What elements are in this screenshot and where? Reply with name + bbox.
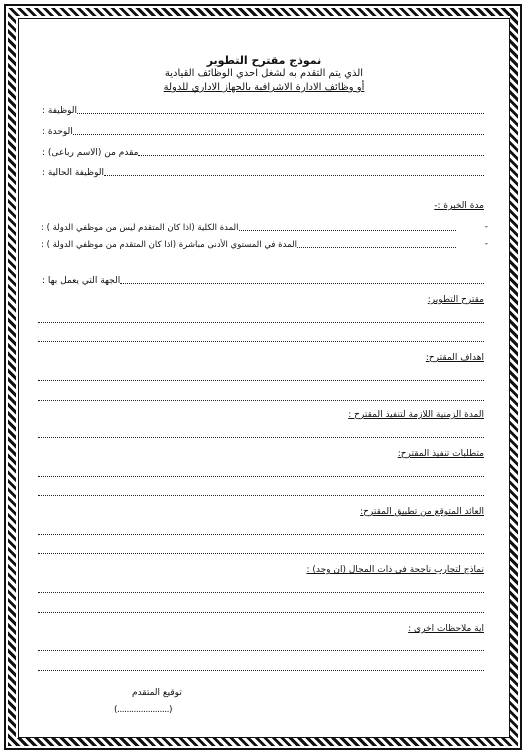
success-examples-line[interactable]	[38, 592, 484, 593]
form-subtitle-2: أو وظائف الادارة الاشرافية بالجهاز الاداري للدولة	[163, 82, 365, 93]
unit-field[interactable]	[38, 123, 484, 137]
requirements-line[interactable]	[38, 476, 484, 477]
other-notes-line[interactable]	[38, 670, 484, 671]
current-job-label: الوظيفة الحالية :	[42, 168, 104, 178]
time-needed-heading: المدة الزمنية اللازمة لتنفيذ المقترح :	[348, 410, 484, 420]
proposal-heading: مقترح التطوير:	[427, 295, 484, 305]
other-notes-heading: اية ملاحظات اخرى :	[408, 624, 484, 634]
experience-lower-dotted-line	[297, 239, 456, 248]
applicant-label: مقدم من (الاسم رباعى) :	[42, 148, 139, 158]
expected-return-heading: العائد المتوقع من تطبيق المقترح:	[360, 507, 484, 517]
requirements-line[interactable]	[38, 495, 484, 496]
bullet-dash: -	[484, 222, 488, 232]
form-subtitle: الذي يتم التقدم به لشغل احدي الوظائف القيادية	[164, 68, 364, 79]
goals-heading: اهداف المقترح:	[425, 353, 484, 363]
experience-lower-label: المدة في المستوي الأدنى مباشرة (اذا كان المتقدم من موظفي الدولة ) :	[41, 240, 297, 250]
experience-heading: مدة الخبرة :-	[434, 201, 484, 211]
current-job-field[interactable]	[38, 164, 484, 178]
proposal-line[interactable]	[38, 341, 484, 342]
job-label: الوظيفة :	[42, 106, 78, 116]
success-examples-line[interactable]	[38, 612, 484, 613]
employer-dotted-line	[120, 274, 484, 284]
experience-lower-field[interactable]	[38, 237, 456, 250]
applicant-dotted-line	[138, 146, 484, 156]
job-dotted-line	[77, 104, 484, 114]
expected-return-line[interactable]	[38, 553, 484, 554]
job-field[interactable]	[38, 102, 484, 116]
signature-field[interactable]: (......................)	[114, 705, 172, 715]
unit-label: الوحدة :	[42, 127, 73, 137]
success-examples-heading: نماذج لتجارب ناجحة في ذات المجال (ان وجد) :	[306, 565, 484, 575]
experience-total-field[interactable]	[38, 220, 456, 233]
expected-return-line[interactable]	[38, 534, 484, 535]
form-title: نموذج مقترح التطوير	[206, 54, 322, 67]
experience-total-dotted-line	[239, 222, 457, 231]
experience-total-label: المدة الكلية (اذا كان المتقدم ليس من موظفي الدولة ) :	[41, 223, 239, 233]
other-notes-line[interactable]	[38, 650, 484, 651]
employer-label: الجهة التي يعمل بها :	[42, 276, 121, 286]
signature-label: توقيع المتقدم	[132, 688, 182, 698]
goals-line[interactable]	[38, 380, 484, 381]
time-needed-line[interactable]	[38, 437, 484, 438]
goals-line[interactable]	[38, 400, 484, 401]
bullet-dash: -	[484, 239, 488, 249]
unit-dotted-line	[73, 125, 484, 135]
employer-field[interactable]	[38, 272, 484, 286]
current-job-dotted-line	[104, 166, 484, 176]
applicant-field[interactable]	[38, 144, 484, 158]
requirements-heading: متطلبات تنفيذ المقترح:	[397, 449, 484, 459]
proposal-line[interactable]	[38, 322, 484, 323]
